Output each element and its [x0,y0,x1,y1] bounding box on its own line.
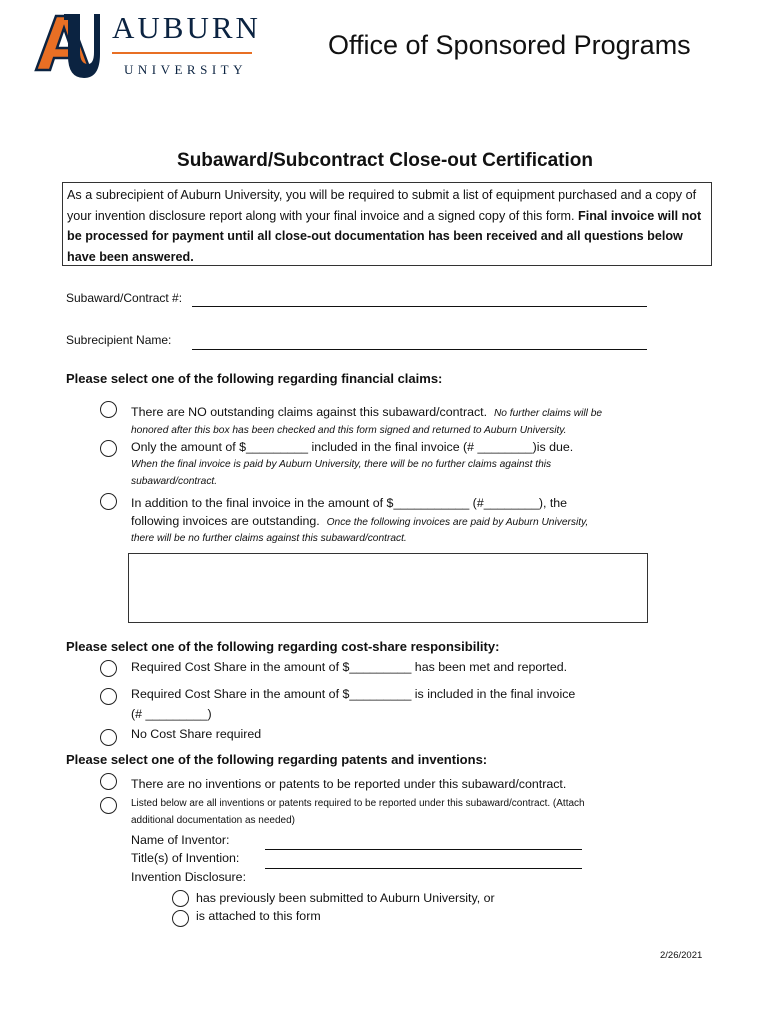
costshare-option-2-b: (# _________) [131,707,212,721]
financial-option-3-text-b: following invoices are outstanding. [131,514,320,528]
financial-option-1-note-a: No further claims will be [493,408,603,419]
financial-radio-1[interactable] [100,401,117,418]
financial-option-3-note-b: there will be no further claims against this subaward/contract. [131,533,407,544]
intro-box [62,182,712,266]
invention-title-label: Title(s) of Invention: [131,851,240,865]
costshare-radio-2[interactable] [100,688,117,705]
costshare-option-2-a: Required Cost Share in the amount of $_________ is included in the final invoice [131,687,576,701]
wordmark-rule [112,52,252,54]
subrecipient-input-line[interactable] [192,349,647,350]
financial-option-3-text-a: In addition to the final invoice in the amount of $___________ (#________), the [131,496,568,510]
patents-radio-2[interactable] [100,797,117,814]
costshare-radio-1[interactable] [100,660,117,677]
wordmark-auburn: AUBURN [112,10,261,45]
patents-heading: Please select one of the following regarding patents and inventions: [66,752,488,767]
costshare-option-3: No Cost Share required [131,727,262,741]
intro-bold-text: Final invoice will not be processed for payment until all close-out documentation has been received and all questions below have been answered. [67,208,702,264]
costshare-heading: Please select one of the following regarding cost-share responsibility: [66,639,500,654]
financial-radio-3[interactable] [100,493,117,510]
contract-label: Subaward/Contract #: [66,291,183,305]
financial-option-1-text: There are NO outstanding claims against this subaward/contract. [131,405,488,419]
disclosure-radio-2[interactable] [172,910,189,927]
financial-option-3-line-b [131,512,691,532]
financial-option-2-note-a: When the final invoice is paid by Auburn University, there will be no further claims against this [131,459,552,470]
intro-text: As a subrecipient of Auburn University, you will be required to submit a list of equipment purchased and a copy of your invention disclosure report along with your final invoice and a signed copy of this form. [67,188,697,223]
financial-option-2-text: Only the amount of $_________ included in the final invoice (# ________)is due. [131,440,574,454]
inventor-input-line[interactable] [265,849,582,850]
invention-disclosure-label: Invention Disclosure: [131,870,247,884]
financial-radio-2[interactable] [100,440,117,457]
invention-title-input-line[interactable] [265,868,582,869]
costshare-option-1: Required Cost Share in the amount of $_________ has been met and reported. [131,660,568,674]
patents-radio-1[interactable] [100,773,117,790]
wordmark-university: UNIVERSITY [124,62,247,77]
patents-option-2-a: Listed below are all inventions or patents required to be reported under this subaward/contract. (Attach [131,798,585,809]
disclosure-option-1: has previously been submitted to Auburn University, or [196,891,495,905]
financial-option-2-note-b: subaward/contract. [131,476,218,487]
financial-option-1-note-b: honored after this box has been checked and this form signed and returned to Auburn University. [131,425,567,436]
disclosure-option-2: is attached to this form [196,909,321,923]
form-title: Subaward/Subcontract Close-out Certification [177,150,593,171]
costshare-radio-3[interactable] [100,729,117,746]
revision-date: 2/26/2021 [660,950,703,961]
inventor-label: Name of Inventor: [131,833,230,847]
contract-input-line[interactable] [192,306,647,307]
patents-option-2-b: additional documentation as needed) [131,815,296,826]
financial-option-3-note-a: Once the following invoices are paid by Auburn University, [326,517,589,528]
subrecipient-label: Subrecipient Name: [66,333,172,347]
outstanding-invoices-textbox[interactable] [128,553,648,623]
financial-heading: Please select one of the following regarding financial claims: [66,371,443,386]
patents-option-1: There are no inventions or patents to be reported under this subaward/contract. [131,777,567,791]
auburn-au-logo [34,8,100,80]
office-title: Office of Sponsored Programs [328,30,691,60]
financial-option-1 [131,403,691,423]
disclosure-radio-1[interactable] [172,890,189,907]
